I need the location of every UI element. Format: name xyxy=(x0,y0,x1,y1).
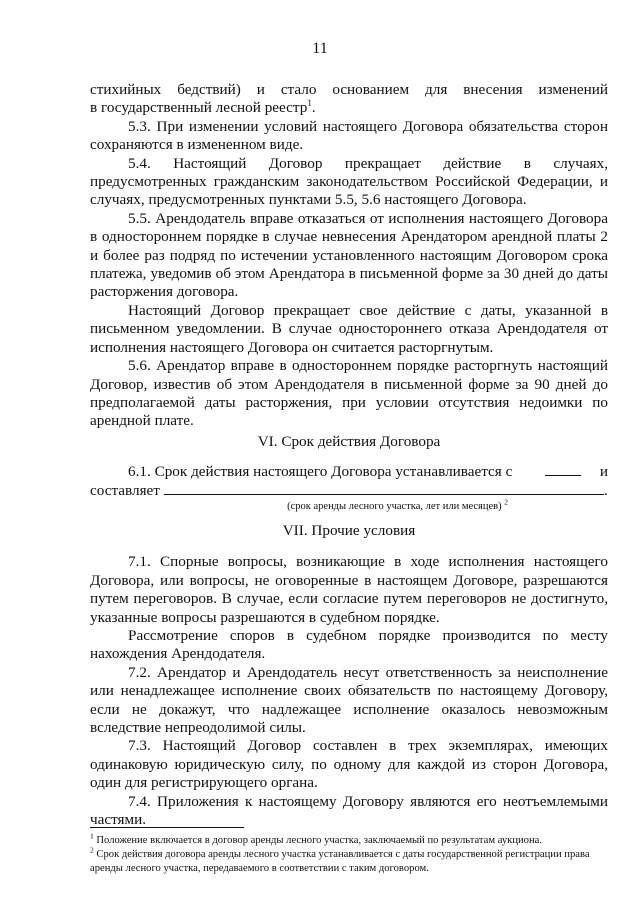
clause-7-3: 7.3. Настоящий Договор составлен в трех экземплярах, имеющих одинаковую юридическую силу, по одному для каждой из сторон Договора, один для регистрирующего органа. xyxy=(90,737,608,792)
lease-term-hint xyxy=(90,497,608,513)
footnote-text-1: Положение включается в договор аренды лесного участка, заключаемый по результатам аукциона. xyxy=(96,835,542,846)
page-number: 11 xyxy=(312,40,328,57)
clause-6-1-line xyxy=(90,463,608,481)
clause-6-1-start: 6.1. Срок действия настоящего Договора устанавливается с xyxy=(128,463,513,481)
clause-6-1-term-line xyxy=(90,482,608,500)
clause-5-6: 5.6. Арендатор вправе в одностороннем порядке расторгнуть настоящий Договор, известив об этом Арендодателя в письменной форме за 90 дней до предполагаемой даты расторжения, при условии отсутствия недоимки по арендной плате. xyxy=(90,357,608,430)
footnote-1 xyxy=(90,831,610,848)
document-body xyxy=(90,81,608,829)
clause-6-1-and: и xyxy=(599,463,608,481)
continuation-text: стихийных бедствий) и стало основанием для внесения изменений xyxy=(90,81,608,98)
clause-7-1-venue: Рассмотрение споров в судебном порядке производится по месту нахождения Арендодателя. xyxy=(90,626,608,663)
paragraph-continuation-end xyxy=(90,99,608,117)
clause-5-3: 5.3. При изменении условий настоящего Договора обязательства сторон сохраняются в измененном виде. xyxy=(90,117,608,154)
hint-text: (срок аренды лесного участка, лет или месяцев) xyxy=(287,500,502,512)
footnote-mark-1: 1 xyxy=(90,831,94,841)
clause-7-4: 7.4. Приложения к настоящему Договору являются его неотъемлемыми частями. xyxy=(90,792,608,829)
lease-term-blank xyxy=(164,482,604,495)
section-heading-vi: VI. Срок действия Договора xyxy=(257,432,441,450)
footnote-ref-1: 1 xyxy=(307,98,312,109)
footnotes xyxy=(90,831,610,876)
start-date-blank xyxy=(545,463,581,476)
section-heading-vii: VII. Прочие условия xyxy=(282,521,416,539)
continuation-text-end: в государственный лесной реестр xyxy=(90,99,308,117)
period: . xyxy=(311,99,316,117)
clause-6-1-makes: составляет xyxy=(90,481,160,499)
footnote-mark-2: 2 xyxy=(90,845,94,855)
clause-7-2: 7.2. Арендатор и Арендодатель несут ответственность за неисполнение или ненадлежащее исполнение своих обязательств по настоящему Договору, если не докажут, что надлежащее исполнение оказалось невозможным вследствие непреодолимой силы. xyxy=(90,663,608,736)
clause-5-5-notice: Настоящий Договор прекращает свое действие с даты, указанной в письменном уведомлении. В случае одностороннего отказа Арендодателя от исполнения настоящего Договора он считается расторгнутым. xyxy=(90,301,608,356)
clause-5-4: 5.4. Настоящий Договор прекращает действие в случаях, предусмотренных гражданским законодательством Российской Федерации, и случаях, предусмотренных пунктами 5.5, 5.6 настоящего Договора. xyxy=(90,154,608,209)
footnote-text-2: Срок действия договора аренды лесного участка устанавливается с даты государственной регистрации права аренды лесного участка, передаваемого в соответствии с таким договором. xyxy=(90,849,590,874)
clause-5-5: 5.5. Арендодатель вправе отказаться от исполнения настоящего Договора в одностороннем порядке в случае невнесения Арендатором арендной платы 2 и более раз подряд по истечении установленного настоящим Договором срока платежа, уведомив об этом Арендатора в письменной форме за 30 дней до даты расторжения договора. xyxy=(90,209,608,301)
clause-7-1: 7.1. Спорные вопросы, возникающие в ходе исполнения настоящего Договора, или вопросы, не оговоренные в настоящем Договоре, разрешаются путем переговоров. В случае, если согласие путем переговоров не достигнуто, указанные вопросы разрешаются в судебном порядке. xyxy=(90,553,608,626)
footnote-separator xyxy=(90,827,244,828)
period: . xyxy=(603,481,608,499)
paragraph-continuation-line xyxy=(90,81,608,99)
footnote-ref-2: 2 xyxy=(504,497,508,507)
footnote-2 xyxy=(90,845,610,876)
